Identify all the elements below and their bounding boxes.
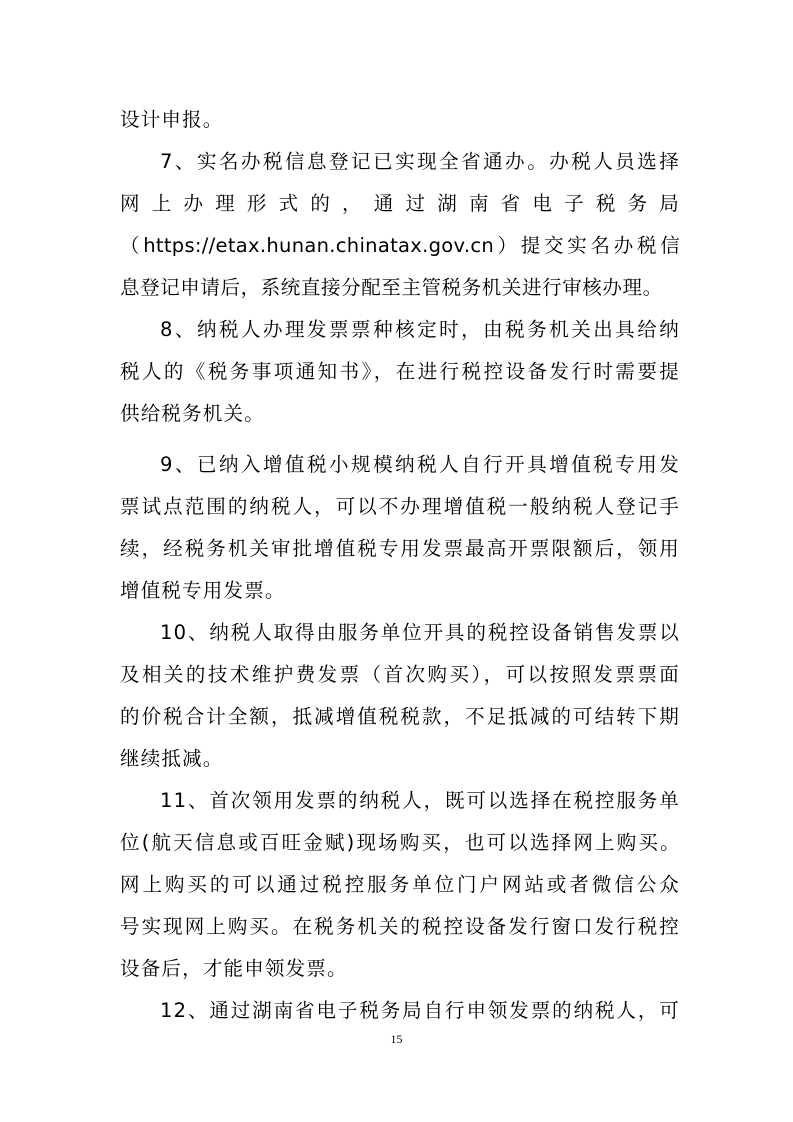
text-line: 设备后，才能申领发票。 — [120, 957, 348, 980]
text-line: 供给税务机关。 — [120, 402, 265, 425]
text-line: 网上购买的可以通过税控服务单位门户网站或者微信公众 — [120, 873, 680, 896]
text-line: 12、通过湖南省电子税务局自行申领发票的纳税人，可 — [160, 999, 680, 1022]
text-line: 设计申报。 — [120, 108, 224, 131]
text-line: 续，经税务机关审批增值税专用发票最高开票限额后，领用 — [120, 537, 680, 560]
text-line: 号实现网上购买。在税务机关的税控设备发行窗口发行税控 — [120, 915, 680, 938]
text-line: 增值税专用发票。 — [120, 579, 286, 602]
text-line: 11、首次领用发票的纳税人，既可以选择在税控服务单 — [160, 789, 680, 812]
text-line: 位(航天信息或百旺金赋)现场购买，也可以选择网上购买。 — [120, 831, 680, 854]
text-line: 继续抵减。 — [120, 747, 224, 770]
text-line: （https://etax.hunan.chinatax.gov.cn）提交实名办税信 — [120, 234, 680, 257]
text-line: 票试点范围的纳税人，可以不办理增值税一般纳税人登记手 — [120, 495, 680, 518]
text-line: 10、纳税人取得由服务单位开具的税控设备销售发票以 — [160, 621, 680, 644]
text-line: 及相关的技术维护费发票（首次购买），可以按照发票票面 — [120, 663, 680, 686]
text-line: 息登记申请后，系统直接分配至主管税务机关进行审核办理。 — [120, 276, 663, 299]
text-line: 7、实名办税信息登记已实现全省通办。办税人员选择 — [160, 150, 680, 173]
text-line: 网上办理形式的，通过湖南省电子税务局 — [120, 192, 680, 215]
text-line: 8、纳税人办理发票票种核定时，由税务机关出具给纳 — [160, 318, 680, 341]
page-number: 15 — [390, 1032, 403, 1046]
text-line: 的价税合计全额，抵减增值税税款，不足抵减的可结转下期 — [120, 705, 680, 728]
text-line: 9、已纳入增值税小规模纳税人自行开具增值税专用发 — [160, 453, 680, 476]
text-line: 税人的《税务事项通知书》，在进行税控设备发行时需要提 — [120, 360, 680, 383]
